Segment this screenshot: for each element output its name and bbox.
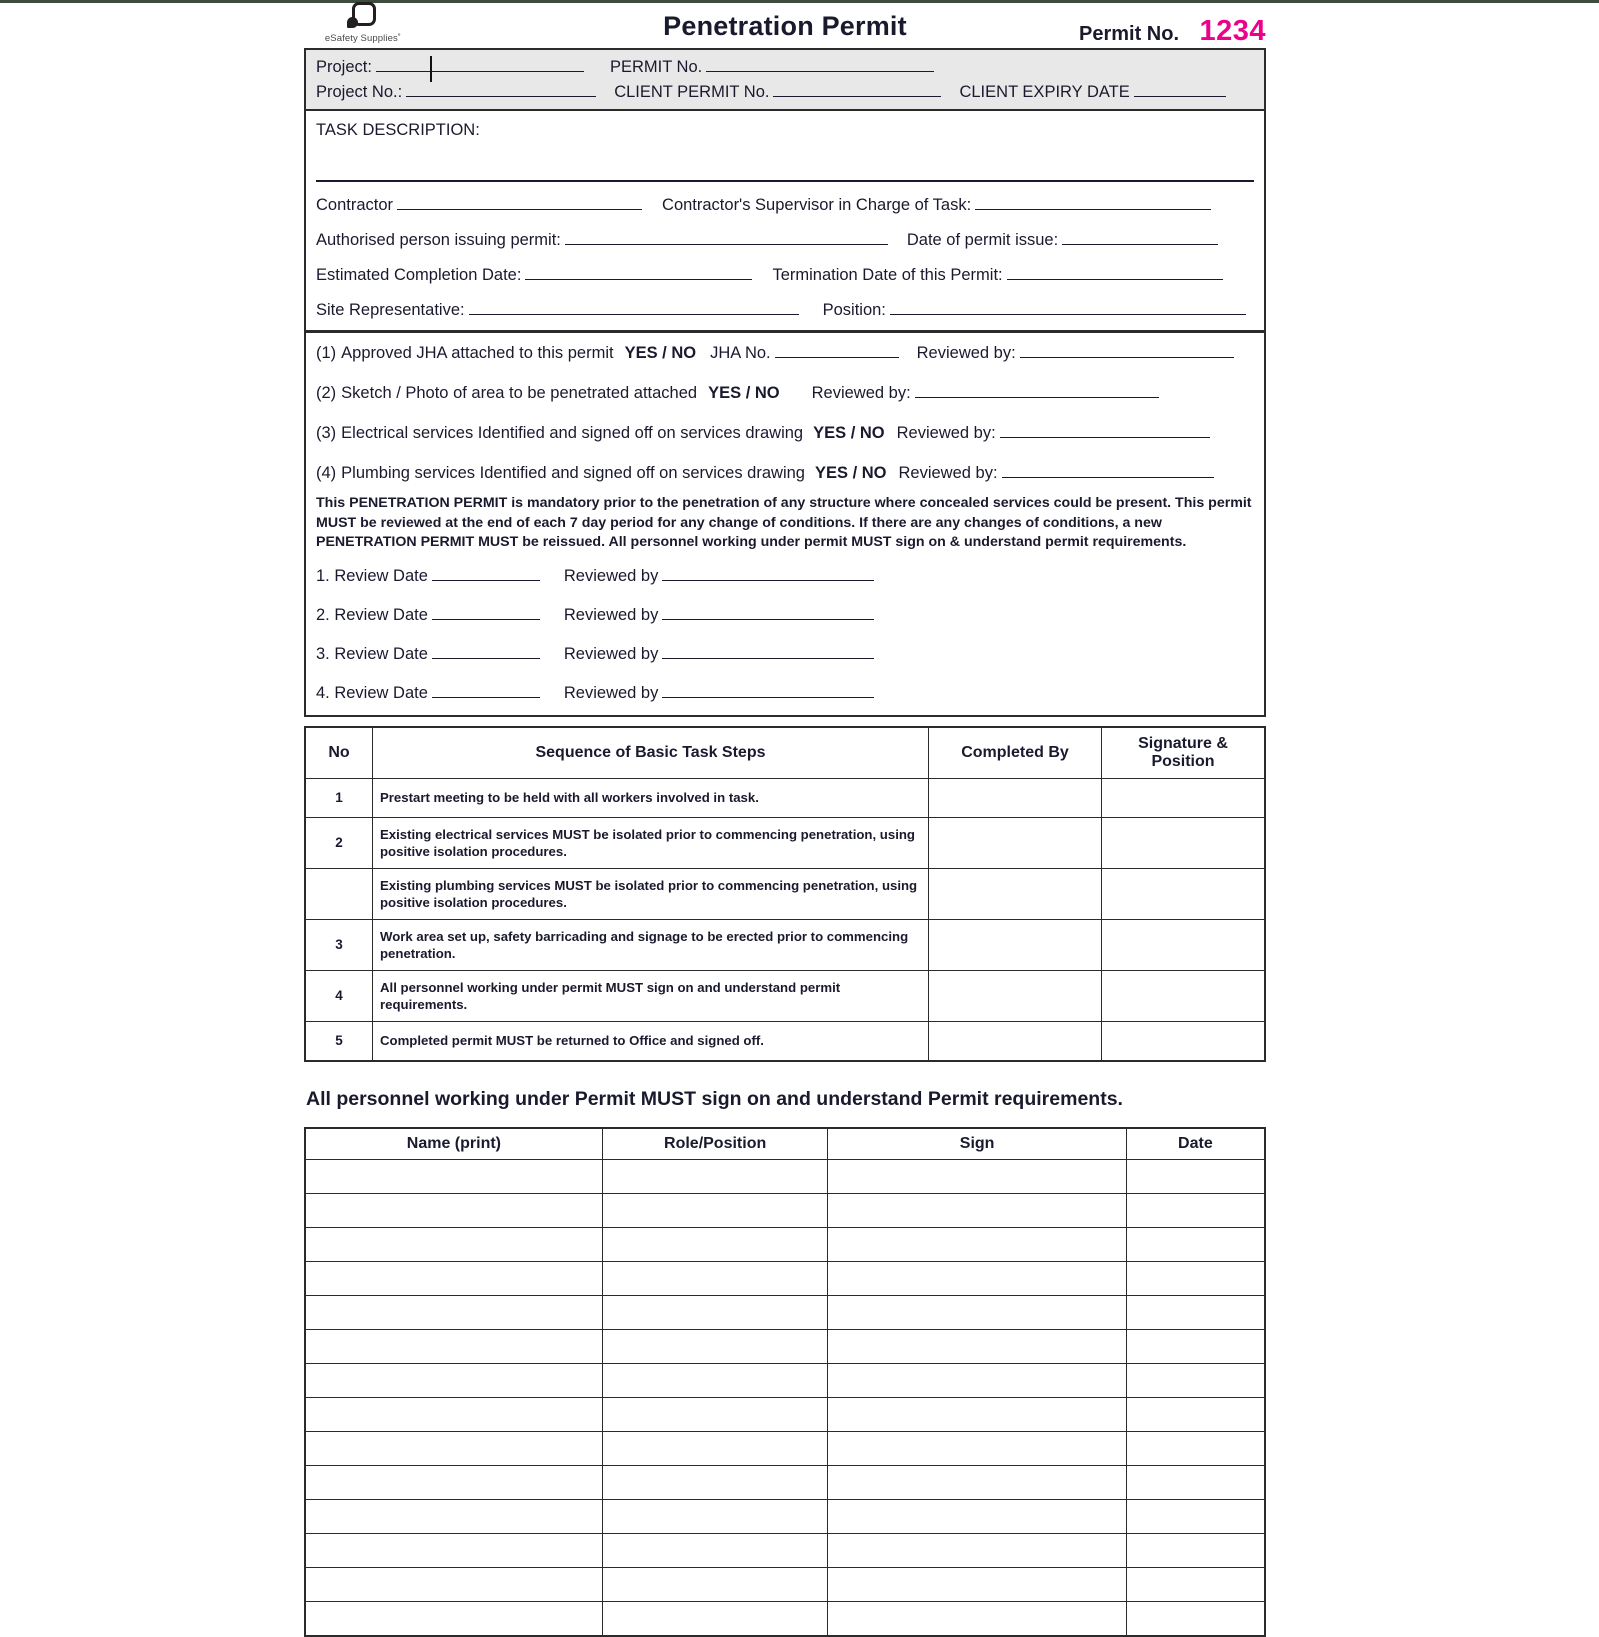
sig-role-cell[interactable]: [602, 1295, 828, 1329]
step-description: All personnel working under permit MUST sign on and understand permit requirements.: [373, 970, 929, 1021]
table-row: [305, 1261, 1265, 1295]
review-row-1: [316, 565, 1254, 586]
sig-sign-cell[interactable]: [828, 1193, 1126, 1227]
permit-no-field-label: PERMIT No.: [609, 58, 703, 76]
sig-date-cell[interactable]: [1126, 1465, 1265, 1499]
client-expiry-date-input[interactable]: [1134, 81, 1226, 97]
table-row: [305, 1159, 1265, 1193]
sig-date-cell[interactable]: [1126, 1261, 1265, 1295]
check-1-reviewed-input[interactable]: [1020, 342, 1234, 358]
client-permit-no-input[interactable]: [773, 81, 941, 97]
sig-role-cell[interactable]: [602, 1499, 828, 1533]
steps-header-completed-by: Completed By: [929, 727, 1102, 779]
step-completed-by-cell[interactable]: [929, 1021, 1102, 1061]
sig-date-cell[interactable]: [1126, 1601, 1265, 1636]
sig-sign-cell[interactable]: [828, 1499, 1126, 1533]
task-steps-table: [304, 726, 1266, 1062]
review-4-reviewed-input[interactable]: [662, 682, 874, 698]
step-completed-by-cell[interactable]: [929, 778, 1102, 817]
check-4-reviewed-input[interactable]: [1002, 462, 1214, 478]
position-input[interactable]: [890, 299, 1246, 315]
contractor-supervisor-input[interactable]: [975, 194, 1211, 210]
sig-sign-cell[interactable]: [828, 1601, 1126, 1636]
step-signature-cell[interactable]: [1102, 868, 1266, 919]
review-2-date-input[interactable]: [432, 604, 540, 620]
table-header-row: [305, 1128, 1265, 1160]
step-no: 2: [305, 817, 373, 868]
sig-date-cell[interactable]: [1126, 1363, 1265, 1397]
check-1-jha-label: JHA No.: [710, 344, 771, 362]
check-3-reviewed-label: Reviewed by:: [896, 424, 996, 442]
step-description: Completed permit MUST be returned to Office and signed off.: [373, 1021, 929, 1061]
permit-checks-box: [304, 332, 1266, 717]
estimated-completion-input[interactable]: [525, 264, 752, 280]
document-body: [304, 0, 1266, 1637]
sig-sign-cell[interactable]: [828, 1533, 1126, 1567]
table-row: [305, 1227, 1265, 1261]
check-2-reviewed-input[interactable]: [915, 382, 1159, 398]
client-expiry-date-label: CLIENT EXPIRY DATE: [959, 83, 1130, 101]
review-row-4: [316, 682, 1254, 703]
check-1-text: Approved JHA attached to this permit: [341, 344, 614, 362]
task-description-input[interactable]: [316, 140, 1254, 182]
review-4-date-input[interactable]: [432, 682, 540, 698]
step-no: 1: [305, 778, 373, 817]
step-completed-by-cell[interactable]: [929, 817, 1102, 868]
review-1-reviewed-label: Reviewed by: [563, 566, 659, 585]
table-row: [305, 1465, 1265, 1499]
sig-sign-cell[interactable]: [828, 1329, 1126, 1363]
review-2-reviewed-label: Reviewed by: [563, 605, 659, 624]
check-row-1: [316, 342, 1254, 363]
date-of-permit-issue-label: Date of permit issue:: [906, 231, 1059, 249]
check-4-number: (4): [316, 464, 337, 482]
check-1-reviewed-label: Reviewed by:: [916, 344, 1016, 362]
page-title: Penetration Permit: [663, 11, 907, 41]
sig-date-cell[interactable]: [1126, 1533, 1265, 1567]
check-row-4: [316, 462, 1254, 483]
step-no: [305, 868, 373, 919]
table-row: [305, 1363, 1265, 1397]
sig-date-cell[interactable]: [1126, 1431, 1265, 1465]
sig-date-cell[interactable]: [1126, 1193, 1265, 1227]
site-representative-input[interactable]: [469, 299, 799, 315]
sig-role-cell[interactable]: [602, 1601, 828, 1636]
document-header: [304, 0, 1266, 48]
authorised-person-input[interactable]: [565, 229, 888, 245]
sig-sign-cell[interactable]: [828, 1567, 1126, 1601]
text-cursor: [430, 56, 432, 82]
mandatory-warning-text: This PENETRATION PERMIT is mandatory prior to the penetration of any structure where concealed services could be present. This permit MUST be reviewed at the end of each 7 day period for any change of conditions. If there are any changes of conditions, a new PENETRATION PERMIT MUST be reissued. All personnel working under permit MUST sign on & understand permit requirements.: [316, 495, 1252, 550]
step-completed-by-cell[interactable]: [929, 868, 1102, 919]
signature-rows-body: [305, 1159, 1265, 1636]
authorised-person-label: Authorised person issuing permit:: [316, 231, 561, 249]
sig-name-cell[interactable]: [305, 1431, 602, 1465]
table-row: [305, 1601, 1265, 1636]
sig-date-cell[interactable]: [1126, 1159, 1265, 1193]
review-1-reviewed-input[interactable]: [662, 565, 874, 581]
sig-date-cell[interactable]: [1126, 1499, 1265, 1533]
sig-name-cell[interactable]: [305, 1329, 602, 1363]
sig-header-sign: Sign: [828, 1128, 1126, 1160]
permit-number-label: Permit No.: [1079, 23, 1180, 45]
sig-name-cell[interactable]: [305, 1193, 602, 1227]
permit-number-block: [1079, 15, 1266, 48]
check-2-text: Sketch / Photo of area to be penetrated attached: [341, 384, 698, 402]
sig-sign-cell[interactable]: [828, 1261, 1126, 1295]
check-1-yesno[interactable]: YES / NO: [624, 344, 697, 362]
review-row-3: [316, 643, 1254, 664]
check-2-reviewed-label: Reviewed by:: [811, 384, 911, 402]
check-row-2: [316, 382, 1254, 403]
sig-role-cell[interactable]: [602, 1193, 828, 1227]
steps-header-sequence: Sequence of Basic Task Steps: [373, 727, 929, 779]
sig-date-cell[interactable]: [1126, 1227, 1265, 1261]
step-no: 5: [305, 1021, 373, 1061]
check-3-yesno[interactable]: YES / NO: [813, 424, 885, 442]
review-3-reviewed-input[interactable]: [662, 643, 874, 659]
check-row-3: [316, 422, 1254, 443]
estimated-completion-label: Estimated Completion Date:: [316, 266, 522, 284]
sig-role-cell[interactable]: [602, 1465, 828, 1499]
termination-date-label: Termination Date of this Permit:: [772, 266, 1003, 284]
steps-header-signature: Signature & Position: [1102, 727, 1266, 779]
step-signature-cell[interactable]: [1102, 778, 1266, 817]
permit-no-input[interactable]: [706, 56, 934, 72]
site-representative-row: [316, 299, 1254, 320]
step-description: Existing electrical services MUST be isolated prior to commencing penetration, using positive isolation procedures.: [373, 817, 929, 868]
sig-role-cell[interactable]: [602, 1567, 828, 1601]
table-row: [305, 868, 1265, 919]
table-row: [305, 1021, 1265, 1061]
check-3-text: Electrical services Identified and signed off on services drawing: [341, 424, 804, 442]
sig-role-cell[interactable]: [602, 1159, 828, 1193]
table-row: [305, 1295, 1265, 1329]
review-3-label: 3. Review Date: [316, 644, 428, 663]
step-no: 3: [305, 919, 373, 970]
step-description: Existing plumbing services MUST be isolated prior to commencing penetration, using positive isolation procedures.: [373, 868, 929, 919]
contractor-supervisor-label: Contractor's Supervisor in Charge of Task:: [662, 196, 972, 214]
sig-name-cell[interactable]: [305, 1227, 602, 1261]
table-row: [305, 1329, 1265, 1363]
sig-name-cell[interactable]: [305, 1261, 602, 1295]
sig-name-cell[interactable]: [305, 1363, 602, 1397]
sig-role-cell[interactable]: [602, 1431, 828, 1465]
table-row: [305, 817, 1265, 868]
sig-name-cell[interactable]: [305, 1601, 602, 1636]
table-row: [305, 1431, 1265, 1465]
step-description: Work area set up, safety barricading and signage to be erected prior to commencing penetration.: [373, 919, 929, 970]
project-header-band: [304, 48, 1266, 110]
termination-date-input[interactable]: [1007, 264, 1223, 280]
check-2-yesno[interactable]: YES / NO: [708, 384, 780, 402]
review-2-label: 2. Review Date: [316, 605, 428, 624]
position-label: Position:: [822, 301, 886, 319]
check-1-number: (1): [316, 344, 337, 362]
sig-header-role: Role/Position: [602, 1128, 828, 1160]
check-2-number: (2): [316, 384, 337, 402]
check-4-text: Plumbing services Identified and signed off on services drawing: [341, 464, 805, 482]
project-input[interactable]: [376, 56, 584, 72]
step-signature-cell[interactable]: [1102, 970, 1266, 1021]
sig-role-cell[interactable]: [602, 1533, 828, 1567]
task-details-box: [304, 110, 1266, 332]
estimated-completion-row: [316, 264, 1254, 285]
table-row: [305, 970, 1265, 1021]
steps-header-no: No: [305, 727, 373, 779]
table-row: [305, 1533, 1265, 1567]
contractor-label: Contractor: [316, 196, 394, 214]
review-2-reviewed-input[interactable]: [662, 604, 874, 620]
sig-role-cell[interactable]: [602, 1363, 828, 1397]
sig-date-cell[interactable]: [1126, 1329, 1265, 1363]
date-of-permit-issue-input[interactable]: [1062, 229, 1218, 245]
sig-name-cell[interactable]: [305, 1465, 602, 1499]
review-row-2: [316, 604, 1254, 625]
sig-sign-cell[interactable]: [828, 1295, 1126, 1329]
step-signature-cell[interactable]: [1102, 817, 1266, 868]
review-1-label: 1. Review Date: [316, 566, 428, 585]
review-3-date-input[interactable]: [432, 643, 540, 659]
sig-date-cell[interactable]: [1126, 1567, 1265, 1601]
review-4-reviewed-label: Reviewed by: [563, 683, 659, 702]
sig-sign-cell[interactable]: [828, 1363, 1126, 1397]
table-row: [305, 778, 1265, 817]
sig-sign-cell[interactable]: [828, 1397, 1126, 1431]
permit-number-value: 1234: [1199, 15, 1266, 47]
sig-name-cell[interactable]: [305, 1567, 602, 1601]
site-representative-label: Site Representative:: [316, 301, 465, 319]
project-no-label: Project No.:: [316, 83, 403, 101]
sig-date-cell[interactable]: [1126, 1397, 1265, 1431]
authorised-person-row: [316, 229, 1254, 250]
sig-role-cell[interactable]: [602, 1329, 828, 1363]
table-header-row: [305, 727, 1265, 779]
step-completed-by-cell[interactable]: [929, 919, 1102, 970]
signon-heading: All personnel working under Permit MUST sign on and understand Permit requirements.: [306, 1087, 1123, 1110]
table-row: [305, 1397, 1265, 1431]
step-description: Prestart meeting to be held with all workers involved in task.: [373, 778, 929, 817]
task-description-label: TASK DESCRIPTION:: [316, 121, 480, 139]
review-3-reviewed-label: Reviewed by: [563, 644, 659, 663]
check-1-jha-input[interactable]: [775, 342, 899, 358]
table-row: [305, 1567, 1265, 1601]
table-row: [305, 1193, 1265, 1227]
sig-name-cell[interactable]: [305, 1159, 602, 1193]
check-4-yesno[interactable]: YES / NO: [814, 464, 887, 482]
table-row: [305, 919, 1265, 970]
sig-sign-cell[interactable]: [828, 1159, 1126, 1193]
step-completed-by-cell[interactable]: [929, 970, 1102, 1021]
sig-name-cell[interactable]: [305, 1533, 602, 1567]
step-no: 4: [305, 970, 373, 1021]
client-permit-no-label: CLIENT PERMIT No.: [614, 83, 770, 101]
check-3-reviewed-input[interactable]: [1000, 422, 1210, 438]
project-row: [316, 56, 1254, 81]
sig-sign-cell[interactable]: [828, 1431, 1126, 1465]
review-4-label: 4. Review Date: [316, 683, 428, 702]
personnel-signature-table: [304, 1127, 1266, 1637]
sig-role-cell[interactable]: [602, 1227, 828, 1261]
sig-role-cell[interactable]: [602, 1397, 828, 1431]
contractor-row: [316, 194, 1254, 215]
step-signature-cell[interactable]: [1102, 919, 1266, 970]
sig-name-cell[interactable]: [305, 1397, 602, 1431]
sig-sign-cell[interactable]: [828, 1227, 1126, 1261]
project-no-input[interactable]: [406, 81, 596, 97]
check-3-number: (3): [316, 424, 337, 442]
brand-name: eSafety Supplies˚: [324, 33, 402, 44]
sig-date-cell[interactable]: [1126, 1295, 1265, 1329]
contractor-input[interactable]: [397, 194, 642, 210]
sig-header-name: Name (print): [305, 1128, 602, 1160]
sig-sign-cell[interactable]: [828, 1465, 1126, 1499]
sig-header-date: Date: [1126, 1128, 1265, 1160]
step-signature-cell[interactable]: [1102, 1021, 1266, 1061]
project-label: Project:: [316, 58, 372, 76]
review-1-date-input[interactable]: [432, 565, 540, 581]
sig-name-cell[interactable]: [305, 1295, 602, 1329]
sig-name-cell[interactable]: [305, 1499, 602, 1533]
sig-role-cell[interactable]: [602, 1261, 828, 1295]
table-row: [305, 1499, 1265, 1533]
check-4-reviewed-label: Reviewed by:: [898, 464, 998, 482]
project-no-row: [316, 81, 1254, 106]
